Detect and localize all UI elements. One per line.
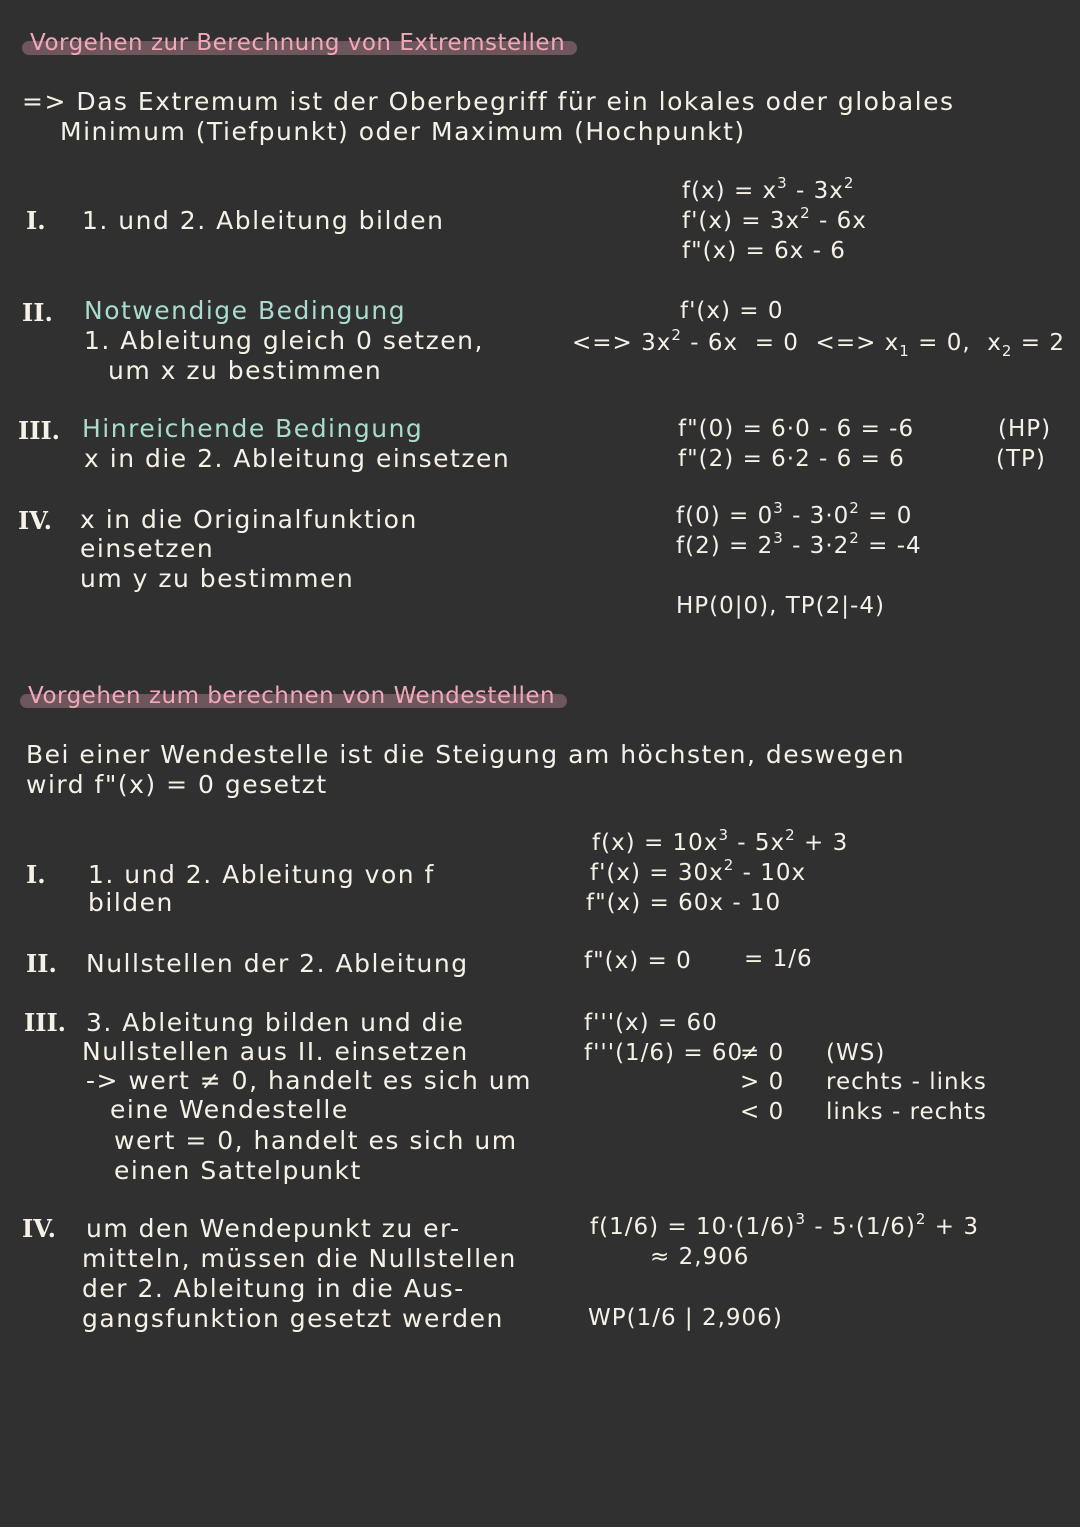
step-text: um den Wendepunkt zu er- bbox=[86, 1214, 461, 1243]
section-heading-extremstellen: Vorgehen zur Berechnung von Extremstellen bbox=[22, 28, 577, 58]
step-text: einen Sattelpunkt bbox=[114, 1156, 362, 1185]
step-numeral: III. bbox=[24, 1008, 67, 1037]
math-line: f'''(x) = 60 bbox=[584, 1010, 718, 1036]
condition: < 0 bbox=[740, 1099, 785, 1125]
step-text: Nullstellen aus II. einsetzen bbox=[82, 1037, 469, 1066]
step-text: bilden bbox=[88, 888, 174, 917]
math-line: = 1/6 bbox=[744, 946, 813, 972]
intro-extremum-line2: Minimum (Tiefpunkt) oder Maximum (Hochpunkt) bbox=[60, 117, 746, 146]
condition: > 0 bbox=[740, 1069, 785, 1095]
extremum-type-note: (HP) bbox=[998, 416, 1052, 442]
step-numeral: IV. bbox=[18, 506, 53, 535]
math-line: $f(1/6) = 10\cdot(1/6)^3 - 5\cdot(1/6)^2 + 3$ bbox=[590, 1210, 979, 1240]
step-title-notwendige-bedingung: Notwendige Bedingung bbox=[84, 296, 407, 325]
step-numeral: II. bbox=[22, 298, 53, 327]
math-line: f'(x) = 0 bbox=[680, 298, 784, 324]
step-text: um x zu bestimmen bbox=[108, 356, 383, 385]
step-text: 3. Ableitung bilden und die bbox=[86, 1008, 465, 1037]
step-numeral: IV. bbox=[22, 1214, 57, 1243]
condition-note: (WS) bbox=[826, 1040, 886, 1066]
step-text: x in die 2. Ableitung einsetzen bbox=[84, 444, 511, 473]
step-numeral: III. bbox=[18, 416, 61, 445]
step-text: Nullstellen der 2. Ableitung bbox=[86, 949, 469, 978]
math-line: f'''(1/6) = 60 bbox=[584, 1040, 744, 1066]
condition-note: links - rechts bbox=[826, 1099, 987, 1125]
step-text: einsetzen bbox=[80, 534, 215, 563]
math-line: <=> $3x^2 - 6x = 0$ <=> $x_1 = 0$, $x_2 = 2$ bbox=[572, 326, 1065, 360]
step-text: eine Wendestelle bbox=[110, 1095, 349, 1124]
result-points: HP(0|0), TP(2|-4) bbox=[676, 593, 885, 619]
math-line: $f(x) = x^3 - 3x^2$ bbox=[682, 174, 855, 204]
step-numeral: II. bbox=[26, 949, 57, 978]
math-line: $f(x) = 10x^3 - 5x^2 + 3$ bbox=[592, 826, 849, 856]
math-line: f"(x) = 0 bbox=[584, 948, 692, 974]
step-text: mitteln, müssen die Nullstellen bbox=[82, 1244, 517, 1273]
step-text: 1. und 2. Ableitung bilden bbox=[82, 206, 445, 235]
step-title-hinreichende-bedingung: Hinreichende Bedingung bbox=[82, 414, 424, 443]
condition: ≠ 0 bbox=[740, 1040, 785, 1066]
math-line: $f'(x) = 30x^2 - 10x$ bbox=[590, 856, 807, 886]
math-line: f"(0) = 6·0 - 6 = -6 bbox=[678, 416, 915, 442]
section-heading-wendestellen: Vorgehen zum berechnen von Wendestellen bbox=[20, 681, 567, 711]
intro-extremum-line1: => Das Extremum ist der Oberbegriff für ein lokales oder globales bbox=[22, 87, 955, 116]
math-line: $f'(x) = 3x^2 - 6x$ bbox=[682, 204, 867, 234]
step-text: um y zu bestimmen bbox=[80, 564, 355, 593]
step-text: -> wert ≠ 0, handelt es sich um bbox=[86, 1066, 532, 1095]
intro-wendestelle-line2: wird f"(x) = 0 gesetzt bbox=[26, 770, 328, 799]
step-text: x in die Originalfunktion bbox=[80, 505, 418, 534]
step-text: 1. Ableitung gleich 0 setzen, bbox=[84, 326, 484, 355]
step-text: gangsfunktion gesetzt werden bbox=[82, 1304, 504, 1333]
math-line: ≈ 2,906 bbox=[650, 1244, 750, 1270]
math-line: f"(2) = 6·2 - 6 = 6 bbox=[678, 446, 905, 472]
result-point: WP(1/6 | 2,906) bbox=[588, 1305, 783, 1331]
condition-note: rechts - links bbox=[826, 1069, 987, 1095]
extremum-type-note: (TP) bbox=[996, 446, 1046, 472]
step-text: der 2. Ableitung in die Aus- bbox=[82, 1274, 465, 1303]
step-numeral: I. bbox=[26, 206, 46, 235]
math-line: f"(x) = 6x - 6 bbox=[682, 238, 846, 264]
step-text: wert = 0, handelt es sich um bbox=[114, 1126, 518, 1155]
step-text: 1. und 2. Ableitung von f bbox=[88, 860, 435, 889]
math-line: $f(2) = 2^3 - 3\cdot 2^2 = -4$ bbox=[676, 529, 922, 559]
math-line: $f(0) = 0^3 - 3\cdot 0^2 = 0$ bbox=[676, 499, 913, 529]
intro-wendestelle-line1: Bei einer Wendestelle ist die Steigung am höchsten, deswegen bbox=[26, 740, 906, 769]
step-numeral: I. bbox=[26, 860, 46, 889]
math-line: f"(x) = 60x - 10 bbox=[586, 890, 782, 916]
